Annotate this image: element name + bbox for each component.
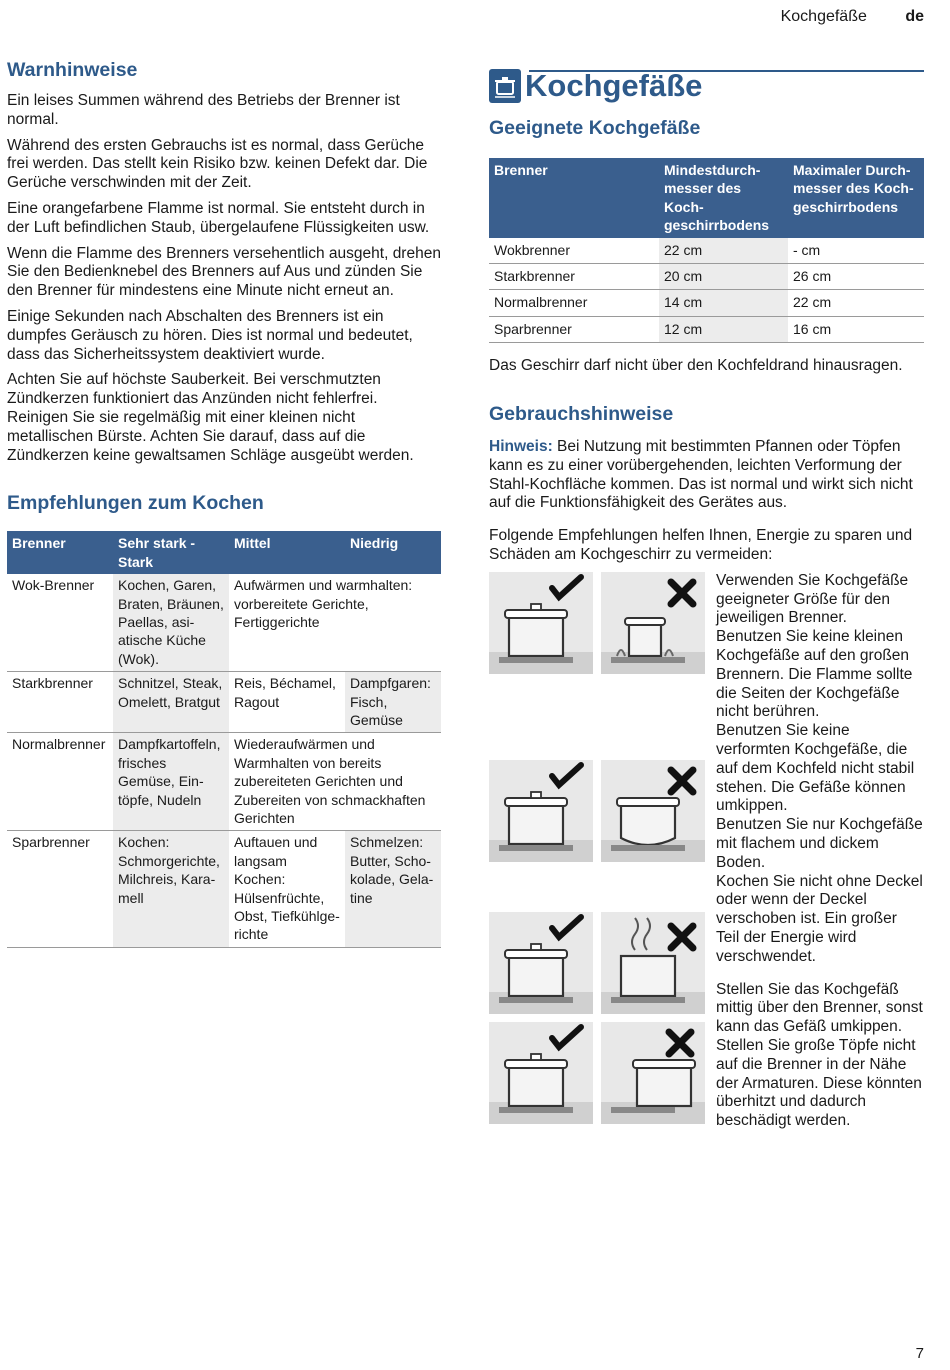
- table-cell: Sparbrenner: [489, 316, 659, 342]
- tip-text: Benutzen Sie nur Kochgefäße mit flachem und dickem Boden.: [716, 816, 923, 871]
- tip-text: Stellen Sie das Kochgefäß mittig über den Brenner, sonst kann das Gefäß umkippen.: [716, 980, 923, 1036]
- title-rule: [529, 70, 924, 72]
- table-row: [7, 672, 441, 733]
- header-language: de: [905, 8, 924, 25]
- table-row: [489, 290, 924, 316]
- table-row: [7, 733, 441, 831]
- tip-text: Verwenden Sie Kochgefäße geeigneter Größe für den jeweiligen Brenner.: [716, 571, 909, 627]
- table-cell: 20 cm: [659, 264, 788, 290]
- table-cell: Wokbrenner: [489, 238, 659, 264]
- table-row: [489, 316, 924, 342]
- section-title: [489, 68, 924, 104]
- table-cell: Sparbrenner: [7, 831, 113, 947]
- right-column: [489, 62, 924, 1131]
- hint-text: Bei Nutzung mit bestimmten Pfannen oder Töpfen kann es zu einer vorübergehenden, leichten Verformung der Stahl-Kochfläche kommen. Das ist normal und wirkt sich nicht auf die Funktionsfähigkeit des Gerätes aus.: [489, 438, 913, 512]
- table-row: [489, 264, 924, 290]
- table-cell: Schnitzel, Steak, Omelett, Bratgut: [113, 672, 229, 733]
- cooking-recommendations-table: [7, 531, 441, 948]
- column-header: Mindestdurchmesser des Kochgeschirrbodens: [659, 158, 788, 238]
- table-cell: Starkbrenner: [489, 264, 659, 290]
- table-header-row: [7, 531, 441, 574]
- tip-text: Stellen Sie große Töpfe nicht auf die Brenner in der Nähe der Armaturen. Diese könnten überhitzt und dadurch beschädigt werden.: [716, 1036, 922, 1130]
- suitable-cookware-heading: Geeignete Kochgefäße: [489, 117, 701, 139]
- table-cell: 14 cm: [659, 290, 788, 316]
- warning-paragraph: Eine orangefarbene Flamme ist normal. Sie entsteht durch in der Luft befindlichen Staub, übergelaufene Flüssigkeiten usw.: [7, 199, 430, 236]
- flat-pot-illustration: [489, 760, 593, 862]
- table-row: [7, 831, 441, 947]
- cookware-size-table: [489, 158, 924, 343]
- page-header: [781, 8, 924, 26]
- page-title: Kochgefäße: [525, 68, 703, 103]
- table-cell: Dampfgaren: Fisch, Gemüse: [345, 672, 441, 733]
- table-cell: Normalbrenner: [489, 290, 659, 316]
- table-cell: 22 cm: [788, 290, 924, 316]
- tip-text: Kochen Sie nicht ohne Deckel oder wenn der Deckel verschoben ist. Ein großer Teil der Energie wird verschwendet.: [716, 872, 923, 965]
- table-header-row: [489, 158, 924, 238]
- cookware-note: Das Geschirr darf nicht über den Kochfeldrand hinausragen.: [489, 357, 903, 375]
- table-row: [7, 574, 441, 672]
- column-header: Brenner: [489, 158, 659, 238]
- column-header: Brenner: [7, 531, 113, 574]
- page-number: 7: [915, 1345, 924, 1362]
- column-header: Maximaler Durchmesser des Kochgeschirrbodens: [788, 158, 924, 238]
- table-cell: Wiederaufwärmen und Warmhalten von bereits zubereiteten Gerichten und Zubereiten von schmackhaften Gerichten: [229, 733, 441, 831]
- cooking-recommendations-heading: Empfehlungen zum Kochen: [7, 492, 264, 515]
- warning-paragraph: Wenn die Flamme des Brenners versehentlich ausgeht, drehen Sie den Bedienknebel des Brenners auf Aus und zünden Sie den Brenner für mindestens eine Minute nicht erneut an.: [7, 244, 441, 300]
- table-cell: Kochen: Schmorgerichte, Milchreis, Karamell: [113, 831, 229, 947]
- tip-text: Benutzen Sie keine kleinen Kochgefäße auf den großen Brennern. Die Flamme sollte die Seiten der Kochgefäße nicht berühren.: [716, 628, 913, 721]
- table-row: [489, 238, 924, 264]
- table-cell: Starkbrenner: [7, 672, 113, 733]
- warning-paragraph: Ein leises Summen während des Betriebs der Brenner ist normal.: [7, 92, 400, 128]
- table-cell: Auftauen und langsam Kochen: Hülsenfrüchte, Obst, Tiefkühlgerichte: [229, 831, 345, 947]
- table-cell: Wok-Brenner: [7, 574, 113, 672]
- table-cell: Aufwärmen und warmhalten: vorbereitete Gerichte, Fertiggerichte: [229, 574, 441, 672]
- table-cell: Schmelzen: Butter, Schokolade, Gelatine: [345, 831, 441, 947]
- header-section: Kochgefäße: [780, 8, 867, 25]
- table-cell: Reis, Béchamel, Ragout: [229, 672, 345, 733]
- tip-text: Benutzen Sie keine verformten Kochgefäße, die auf dem Kochfeld nicht stabil stehen. Die Gefäße können umkippen.: [716, 722, 915, 815]
- table-cell: Kochen, Garen, Braten, Bräunen, Paellas, asiatische Küche (Wok).: [113, 574, 229, 672]
- good-pot-size-illustration: [489, 572, 593, 674]
- deformed-pot-illustration: [601, 760, 705, 862]
- table-cell: 12 cm: [659, 316, 788, 342]
- hint-label: Hinweis:: [489, 438, 553, 456]
- small-pot-big-burner-illustration: [601, 572, 705, 674]
- column-header: Sehr stark - Stark: [113, 531, 229, 574]
- usage-hint: [489, 438, 924, 513]
- cookware-icon: [489, 69, 521, 103]
- table-cell: 26 cm: [788, 264, 924, 290]
- table-cell: Normalbrenner: [7, 733, 113, 831]
- usage-heading: Gebrauchshinweise: [489, 403, 674, 426]
- section-title-block: [489, 68, 924, 104]
- lid-on-illustration: [489, 912, 593, 1014]
- no-lid-illustration: [601, 912, 705, 1014]
- off-center-pot-illustration: [601, 1022, 705, 1124]
- table-cell: Dampfkartoffeln, frisches Gemüse, Eintöpfe, Nudeln: [113, 733, 229, 831]
- usage-tips: [489, 572, 924, 1131]
- warning-paragraph: Achten Sie auf höchste Sauberkeit. Bei verschmutzten Zündkerzen funktioniert das Anzünden nicht fehlerfrei. Reinigen Sie sie regelmäßig mit einer kleinen nicht metallischen Bürste. Achten Sie darauf, dass auf die Zündkerzen keine gewaltsamen Schläge ausgeübt werden.: [7, 371, 414, 464]
- warning-paragraph: Einige Sekunden nach Abschalten des Brenners ist ein dumpfes Geräusch zu hören. Dies ist normal und bedeutet, dass das Sicherheitssystem deaktiviert wurde.: [7, 307, 413, 363]
- table-cell: 16 cm: [788, 316, 924, 342]
- table-cell: 22 cm: [659, 238, 788, 264]
- warnings-heading: Warnhinweise: [7, 59, 138, 81]
- centered-pot-illustration: [489, 1022, 593, 1124]
- usage-intro: Folgende Empfehlungen helfen Ihnen, Energie zu sparen und Schäden am Kochgeschirr zu vermeiden:: [489, 527, 913, 564]
- warning-paragraph: Während des ersten Gebrauchs ist es normal, dass Gerüche frei werden. Das stellt kein Risiko bzw. keinen Defekt dar. Die Gerüche verschwinden mit der Zeit.: [7, 136, 428, 192]
- column-header: Niedrig: [345, 531, 441, 574]
- tip-texts: [716, 572, 924, 1131]
- left-column: [7, 58, 441, 948]
- column-header: Mittel: [229, 531, 345, 574]
- table-cell: - cm: [788, 238, 924, 264]
